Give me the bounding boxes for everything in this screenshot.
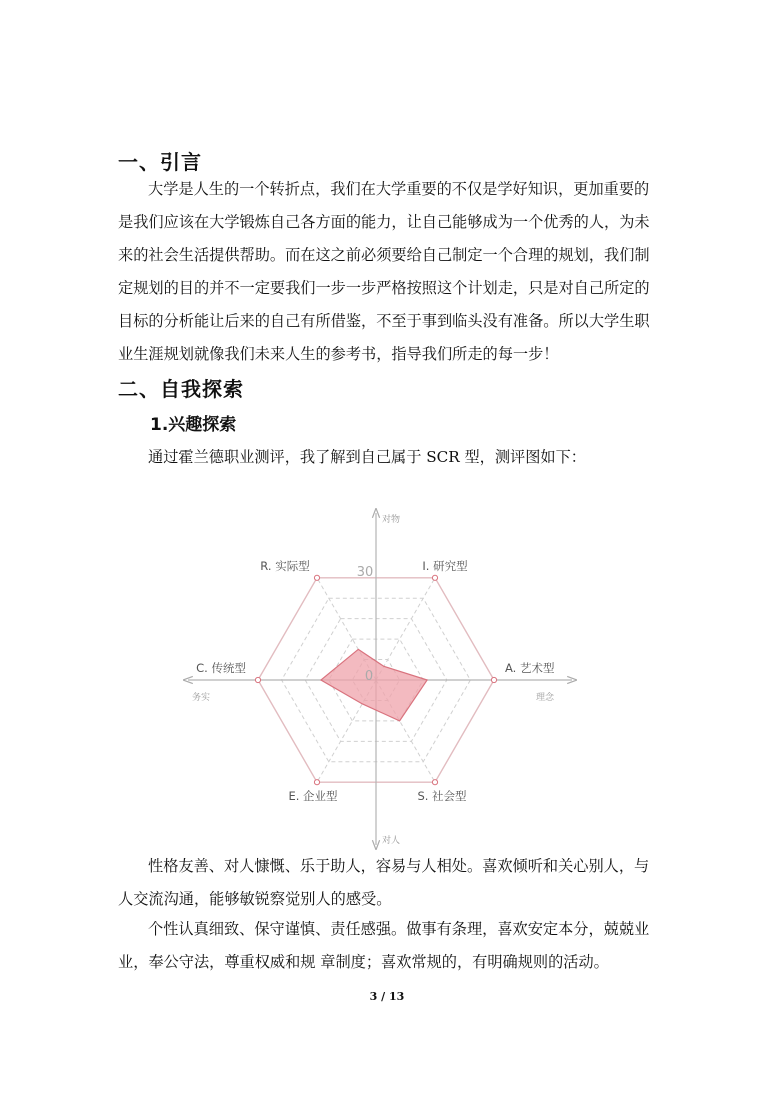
paragraph-line: 通过霍兰德职业测评，我了解到自己属于 SCR 型，测评图如下： [148,448,586,466]
intro-paragraph [118,173,658,371]
orientation-bottom-label: 对人 [382,836,401,846]
radar-vertex-dot [314,575,319,580]
section-1-heading: 一、引言 [118,150,202,174]
paragraph-line: 来的社会生活提供帮助。而在这之前必须要给自己制定一个合理的规划，我们制 [118,246,650,264]
axis-label-A: A. 艺术型 [505,661,555,675]
radar-vertex-dot [314,780,319,785]
radar-spoke [376,578,435,680]
paragraph-line: 大学是人生的一个转折点，我们在大学重要的不仅是学好知识，更加重要的 [148,180,650,198]
subsection-interest-heading: 1.兴趣探索 [150,415,237,435]
holland-radar-chart [180,505,590,850]
paragraph-line: 定规划的目的并不一定要我们一步一步严格按照这个计划走，只是对自己所定的 [118,279,650,297]
orientation-left-label: 务实 [192,693,211,703]
orientation-top-label: 对物 [382,515,401,525]
axis-label-I: I. 研究型 [422,559,468,573]
paragraph-line: 业，奉公守法，尊重权威和规 章制度；喜欢常规的，有明确规则的活动。 [118,953,609,971]
paragraph-line: 业生涯规划就像我们未来人生的参考书，指导我们所走的每一步！ [118,345,559,363]
paragraph-line: 个性认真细致、保守谨慎、责任感强。做事有条理，喜欢安定本分，兢兢业 [148,920,650,938]
section-2-heading: 二、自我探索 [118,377,244,401]
personality-paragraph-1 [118,850,658,916]
axis-label-S: S. 社会型 [417,789,467,803]
paragraph-line: 是我们应该在大学锻炼自己各方面的能力，让自己能够成为一个优秀的人，为未 [118,213,650,231]
scale-max-label: 30 [356,565,374,580]
axis-label-R: R. 实际型 [260,559,310,573]
orientation-right-label: 理念 [536,693,555,703]
radar-vertex-dot [432,780,437,785]
axis-label-E: E. 企业型 [288,789,338,803]
radar-vertex-dot [432,575,437,580]
radar-vertex-dot [491,677,496,682]
radar-vertex-dot [255,677,260,682]
paragraph-line: 人交流沟通，能够敏锐察觉别人的感受。 [118,890,392,908]
page-number: 3 / 13 [369,990,405,1003]
interest-intro [118,441,658,474]
paragraph-line: 目标的分析能让后来的自己有所借鉴，不至于事到临头没有准备。所以大学生职 [118,312,650,330]
scale-min-label: 0 [364,669,374,684]
paragraph-line: 性格友善、对人慷慨、乐于助人，容易与人相处。喜欢倾听和关心别人，与 [148,857,650,875]
axis-label-C: C. 传统型 [196,661,246,675]
personality-paragraph-2 [118,913,658,979]
